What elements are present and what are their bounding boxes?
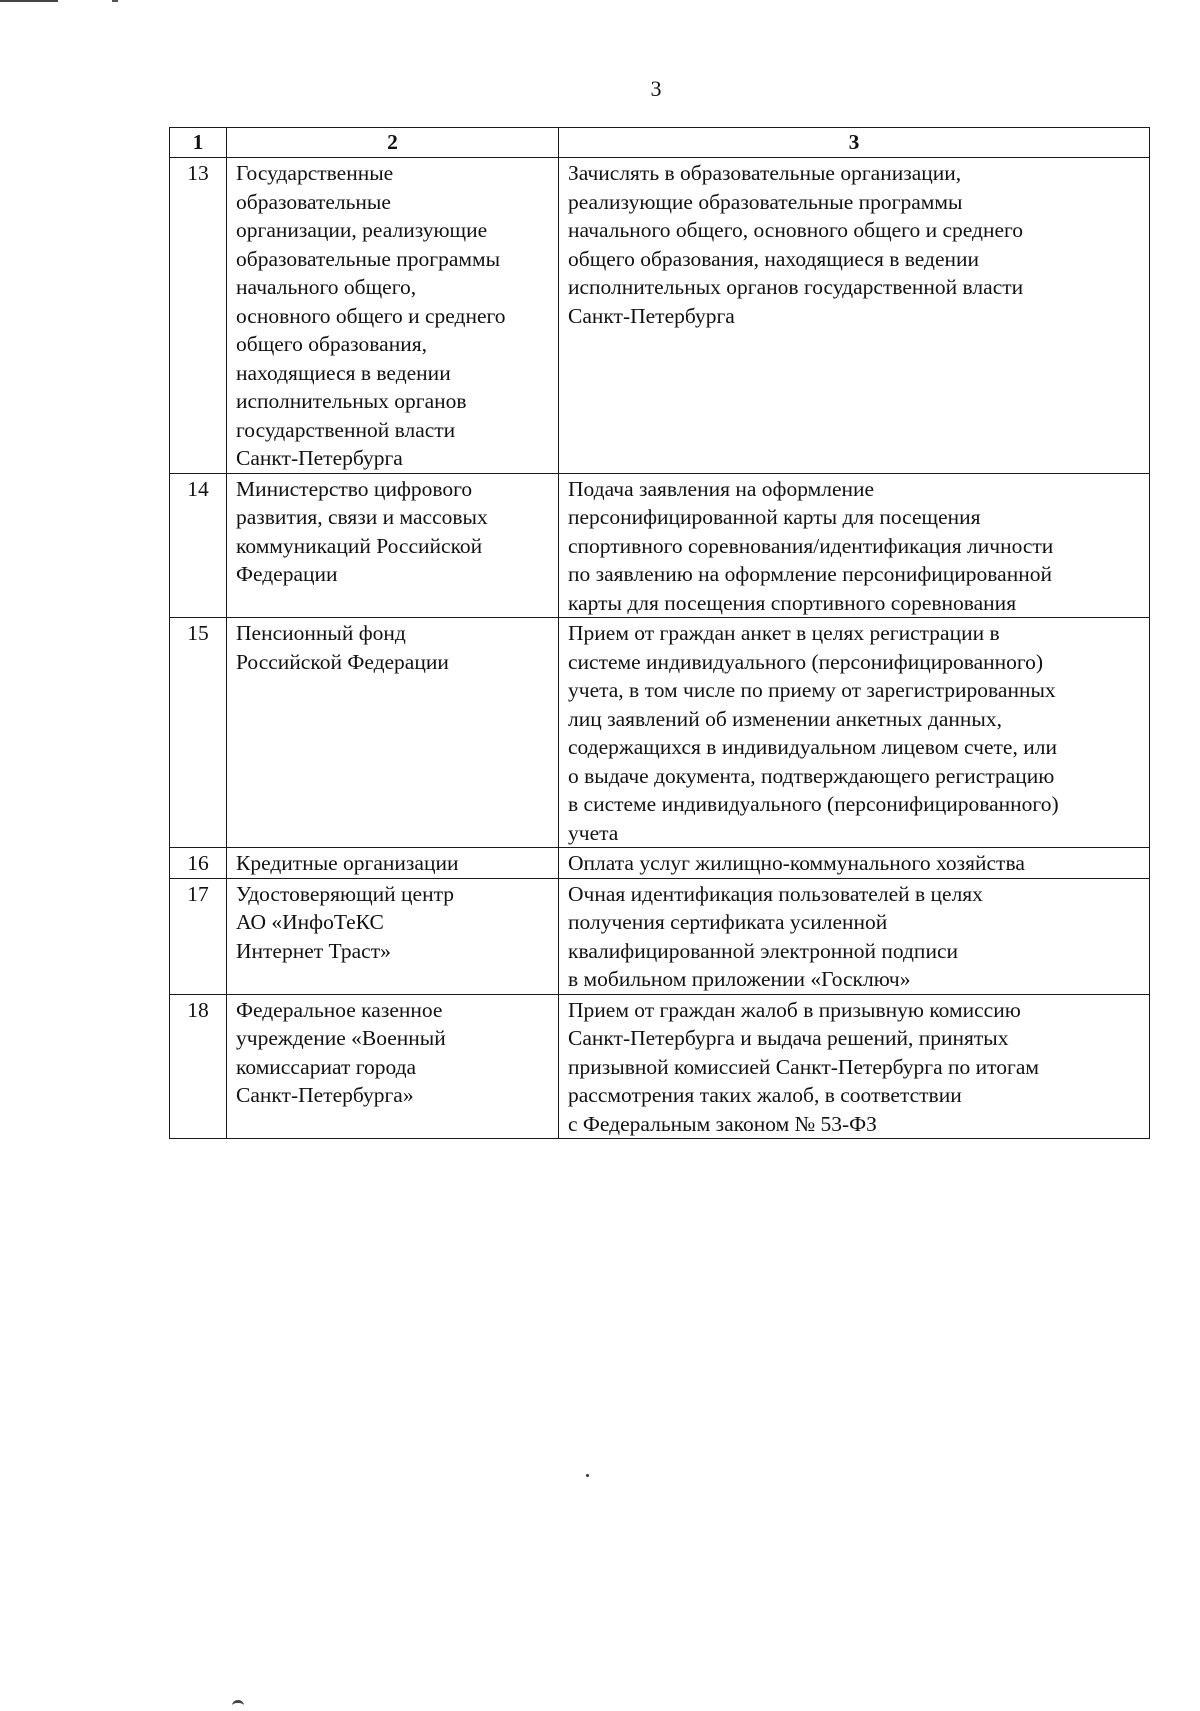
service-line: получения сертификата усиленной — [568, 910, 888, 934]
table-row — [170, 878, 1150, 994]
organization-line: исполнительных органов — [236, 389, 467, 413]
service-cell — [559, 158, 1150, 474]
table-body — [170, 158, 1150, 1139]
row-number: 14 — [170, 473, 227, 618]
document-table — [169, 127, 1150, 1139]
organization-line: Российской Федерации — [236, 649, 449, 674]
organization-line: начального общего, — [236, 275, 417, 299]
page-number: 3 — [650, 76, 662, 101]
service-line: Санкт-Петербурга — [568, 303, 735, 328]
organization-line: Государственные — [236, 161, 394, 185]
row-number: 13 — [170, 158, 227, 474]
service-cell — [559, 994, 1150, 1139]
service-line: Зачислять в образовательные организации, — [568, 161, 962, 185]
organization-line: Министерство цифрового — [236, 476, 473, 501]
service-line: карты для посещения спортивного соревнования — [568, 590, 1017, 615]
service-line: Санкт-Петербурга и выдача решений, принятых — [568, 1026, 1009, 1050]
service-line: учета — [568, 820, 619, 845]
service-line: Прием от граждан анкет в целях регистрации в — [568, 621, 1000, 645]
service-line: по заявлению на оформление персонифицированной — [568, 562, 1052, 586]
service-line: лиц заявлений об изменении анкетных данных, — [568, 706, 1002, 731]
organization-line: АО «ИнфоТеКС — [236, 910, 384, 934]
table-row — [170, 618, 1150, 848]
service-line: Подача заявления на оформление — [568, 476, 875, 501]
service-line: рассмотрения таких жалоб, в соответствии — [568, 1083, 962, 1107]
service-cell — [559, 878, 1150, 994]
organization-line: Федерации — [236, 562, 338, 586]
organization-cell — [227, 158, 559, 474]
organization-line: общего образования, — [236, 332, 427, 356]
organization-line: находящиеся в ведении — [236, 360, 451, 385]
service-cell — [559, 848, 1150, 879]
scan-mark-top-left — [0, 0, 58, 2]
service-line: учета, в том числе по приему от зарегистрированных — [568, 678, 1056, 702]
organization-cell — [227, 878, 559, 994]
service-line: Прием от граждан жалоб в призывную комиссию — [568, 997, 1021, 1022]
service-line: о выдаче документа, подтверждающего регистрацию — [568, 763, 1055, 788]
organization-line: Санкт-Петербурга» — [236, 1083, 414, 1107]
scan-mark-top — [112, 0, 118, 2]
organization-line: государственной власти — [236, 417, 456, 442]
organization-line: Пенсионный фонд — [236, 621, 406, 645]
organization-line: Удостоверяющий центр — [236, 881, 455, 906]
organization-line: образовательные — [236, 189, 391, 214]
organization-line: Интернет Траст» — [236, 938, 391, 963]
row-number: 15 — [170, 618, 227, 848]
organization-line: Федеральное казенное — [236, 997, 443, 1022]
table-row — [170, 473, 1150, 618]
service-line: призывной комиссией Санкт-Петербурга по итогам — [568, 1054, 1039, 1079]
service-line: в системе индивидуального (персонифицированного) — [568, 792, 1059, 816]
service-line: начального общего, основного общего и среднего — [568, 218, 1024, 242]
service-line: реализующие образовательные программы — [568, 189, 963, 214]
stray-dot — [586, 1474, 589, 1477]
service-cell — [559, 618, 1150, 848]
organization-line: основного общего и среднего — [236, 303, 506, 328]
service-line: содержащихся в индивидуальном лицевом счете, или — [568, 735, 1057, 759]
column-header-service: 3 — [559, 128, 1150, 158]
row-number: 17 — [170, 878, 227, 994]
service-line: с Федеральным законом № 53-ФЗ — [568, 1111, 877, 1136]
organization-cell — [227, 473, 559, 618]
table-header-row — [170, 128, 1150, 158]
table-row — [170, 848, 1150, 879]
service-line: общего образования, находящиеся в ведении — [568, 246, 980, 271]
organization-line: образовательные программы — [236, 246, 501, 271]
organization-line: комиссариат города — [236, 1054, 417, 1079]
row-number: 18 — [170, 994, 227, 1139]
service-line: Оплата услуг жилищно-коммунального хозяйства — [568, 851, 1025, 875]
table-row — [170, 994, 1150, 1139]
organization-cell — [227, 994, 559, 1139]
service-line: спортивного соревнования/идентификация личности — [568, 533, 1054, 558]
row-number: 16 — [170, 848, 227, 879]
organization-line: организации, реализующие — [236, 218, 488, 242]
scan-mark-bottom — [232, 1700, 244, 1711]
organization-line: развития, связи и массовых — [236, 505, 488, 529]
service-cell — [559, 473, 1150, 618]
service-line: системе индивидуального (персонифицированного) — [568, 649, 1044, 674]
service-line: квалифицированной электронной подписи — [568, 938, 958, 963]
table-row — [170, 158, 1150, 474]
organization-cell — [227, 848, 559, 879]
organization-line: учреждение «Военный — [236, 1026, 446, 1050]
service-line: персонифицированной карты для посещения — [568, 505, 981, 529]
service-line: исполнительных органов государственной власти — [568, 275, 1024, 299]
service-line: Очная идентификация пользователей в целях — [568, 881, 983, 906]
organization-line: Кредитные организации — [236, 851, 459, 875]
service-line: в мобильном приложении «Госключ» — [568, 967, 911, 991]
organization-line: Санкт-Петербурга — [236, 446, 403, 470]
column-header-organization: 2 — [227, 128, 559, 158]
organization-line: коммуникаций Российской — [236, 533, 483, 558]
organization-cell — [227, 618, 559, 848]
column-header-number: 1 — [170, 128, 227, 158]
